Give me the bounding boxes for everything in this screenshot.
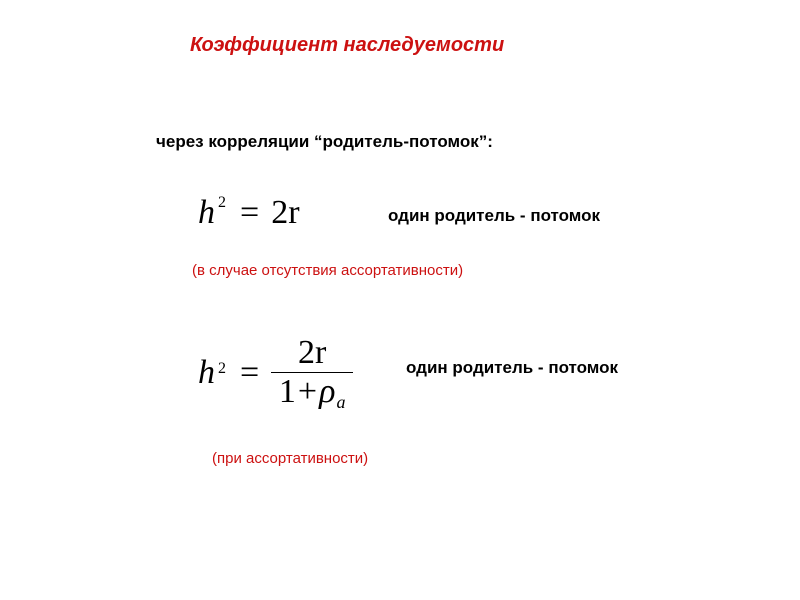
subtitle: через корреляции “родитель-потомок”: [156, 132, 493, 151]
formula-equals: = [240, 353, 260, 391]
formula-rhs: 2r [271, 194, 300, 231]
formula-fraction [271, 334, 353, 412]
label-one-parent-offspring: один родитель - потомок [388, 206, 601, 225]
note-with-assortativity: (при ассортативности) [212, 450, 369, 467]
denominator-plus: + [297, 373, 318, 410]
formula-exponent: 2 [218, 359, 226, 377]
formula-equals: = [240, 194, 260, 231]
formula-numerator: 2r [298, 334, 327, 371]
formula-one-parent [198, 193, 300, 231]
denominator-subscript: a [336, 392, 346, 412]
formula-h: h [198, 194, 215, 231]
formula-h: h [198, 353, 215, 391]
formula-denominator [278, 373, 346, 412]
note-no-assortativity: (в случае отсутствия ассортативности) [192, 262, 464, 279]
denominator-one: 1 [278, 373, 296, 410]
denominator-rho: ρ [319, 373, 336, 410]
label-one-parent-offspring-2: один родитель - потомок [406, 358, 619, 377]
formula-exponent: 2 [218, 193, 226, 211]
formula-with-assortativity [198, 334, 353, 412]
slide-title: Коэффициент наследуемости [190, 34, 505, 56]
